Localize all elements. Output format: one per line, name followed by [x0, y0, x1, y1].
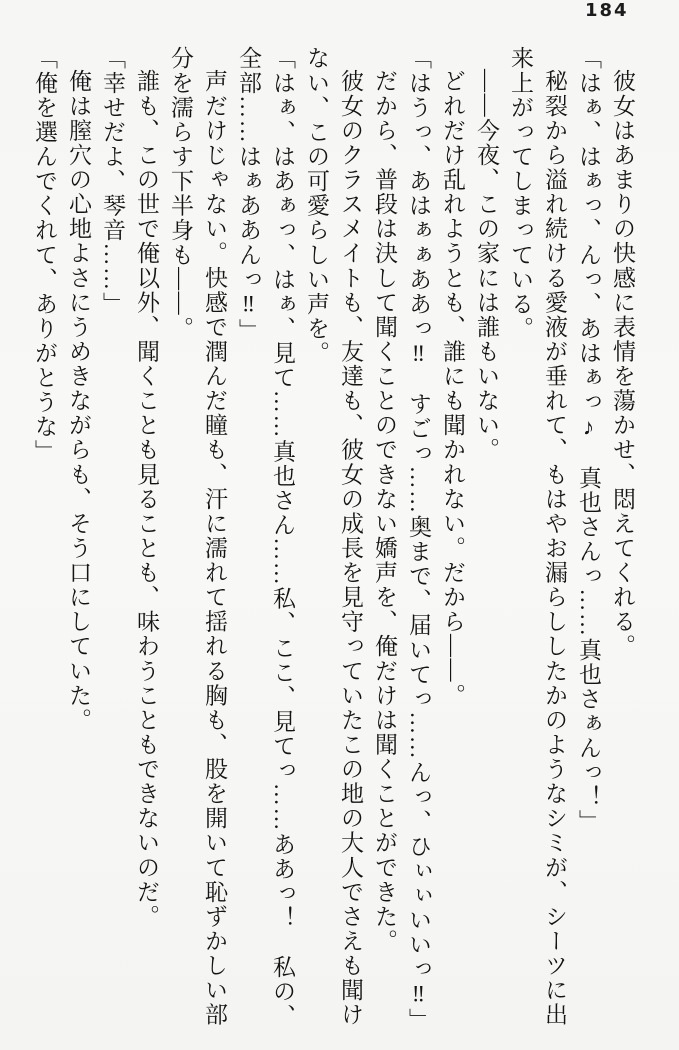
paragraph-1: 彼女はあまりの快感に表情を蕩かせ、悶えてくれる。: [610, 69, 635, 659]
paragraph-2: 「はぁ、はぁっ、んっ、あはぁっ♪ 真也さんっ……真也さぁんっ！」: [576, 46, 601, 835]
text-block: [27, 46, 639, 1038]
paragraph-7: だから、普段は決して聞くことのできない嬌声を、俺だけは聞くことができた。: [372, 69, 397, 954]
paragraph-5: どれだけ乱れようとも、誰にも聞かれない。だから——。: [440, 69, 465, 708]
paragraph-12: 「幸せだよ、琴音……」: [100, 46, 125, 317]
paragraph-11: 誰も、この世で俺以外、聞くことも見ることも、味わうこともできないのだ。: [134, 69, 159, 929]
paragraph-10: 声だけじゃない。快感で潤んだ瞳も、汗に濡れて揺れる胸も、股を開いて恥ずかしい部分を濡らす下半身も——。: [168, 46, 227, 1027]
paragraph-6: 「はうっ、あはぁぁああっ‼ すごっ……奥まで、届いてっ……んっ、ひぃぃいいっ‼」: [406, 46, 431, 1033]
paragraph-4: ——今夜、この家には誰もいない。: [474, 69, 499, 463]
paragraph-9: 「はぁ、はあぁっ、はぁ、見て……真也さん……私、ここ、見てっ……ああっ！ 私の、全部……はぁああんっ‼」: [236, 46, 295, 1029]
page-number: 184: [585, 0, 629, 21]
paragraph-3: 秘裂から溢れ続ける愛液が垂れて、もはやお漏らししたかのようなシミが、シーツに出来上がってしまっている。: [508, 46, 567, 1027]
paragraph-13: 俺は膣穴の心地よさにうめきながらも、そう口にしていた。: [66, 69, 91, 733]
paragraph-14: 「俺を選んでくれて、ありがとうな」: [32, 46, 57, 464]
paragraph-8: 彼女のクラスメイトも、友達も、彼女の成長を見守っていたこの地の大人でさえも聞けない、この可愛らしい声を。: [304, 46, 363, 1027]
